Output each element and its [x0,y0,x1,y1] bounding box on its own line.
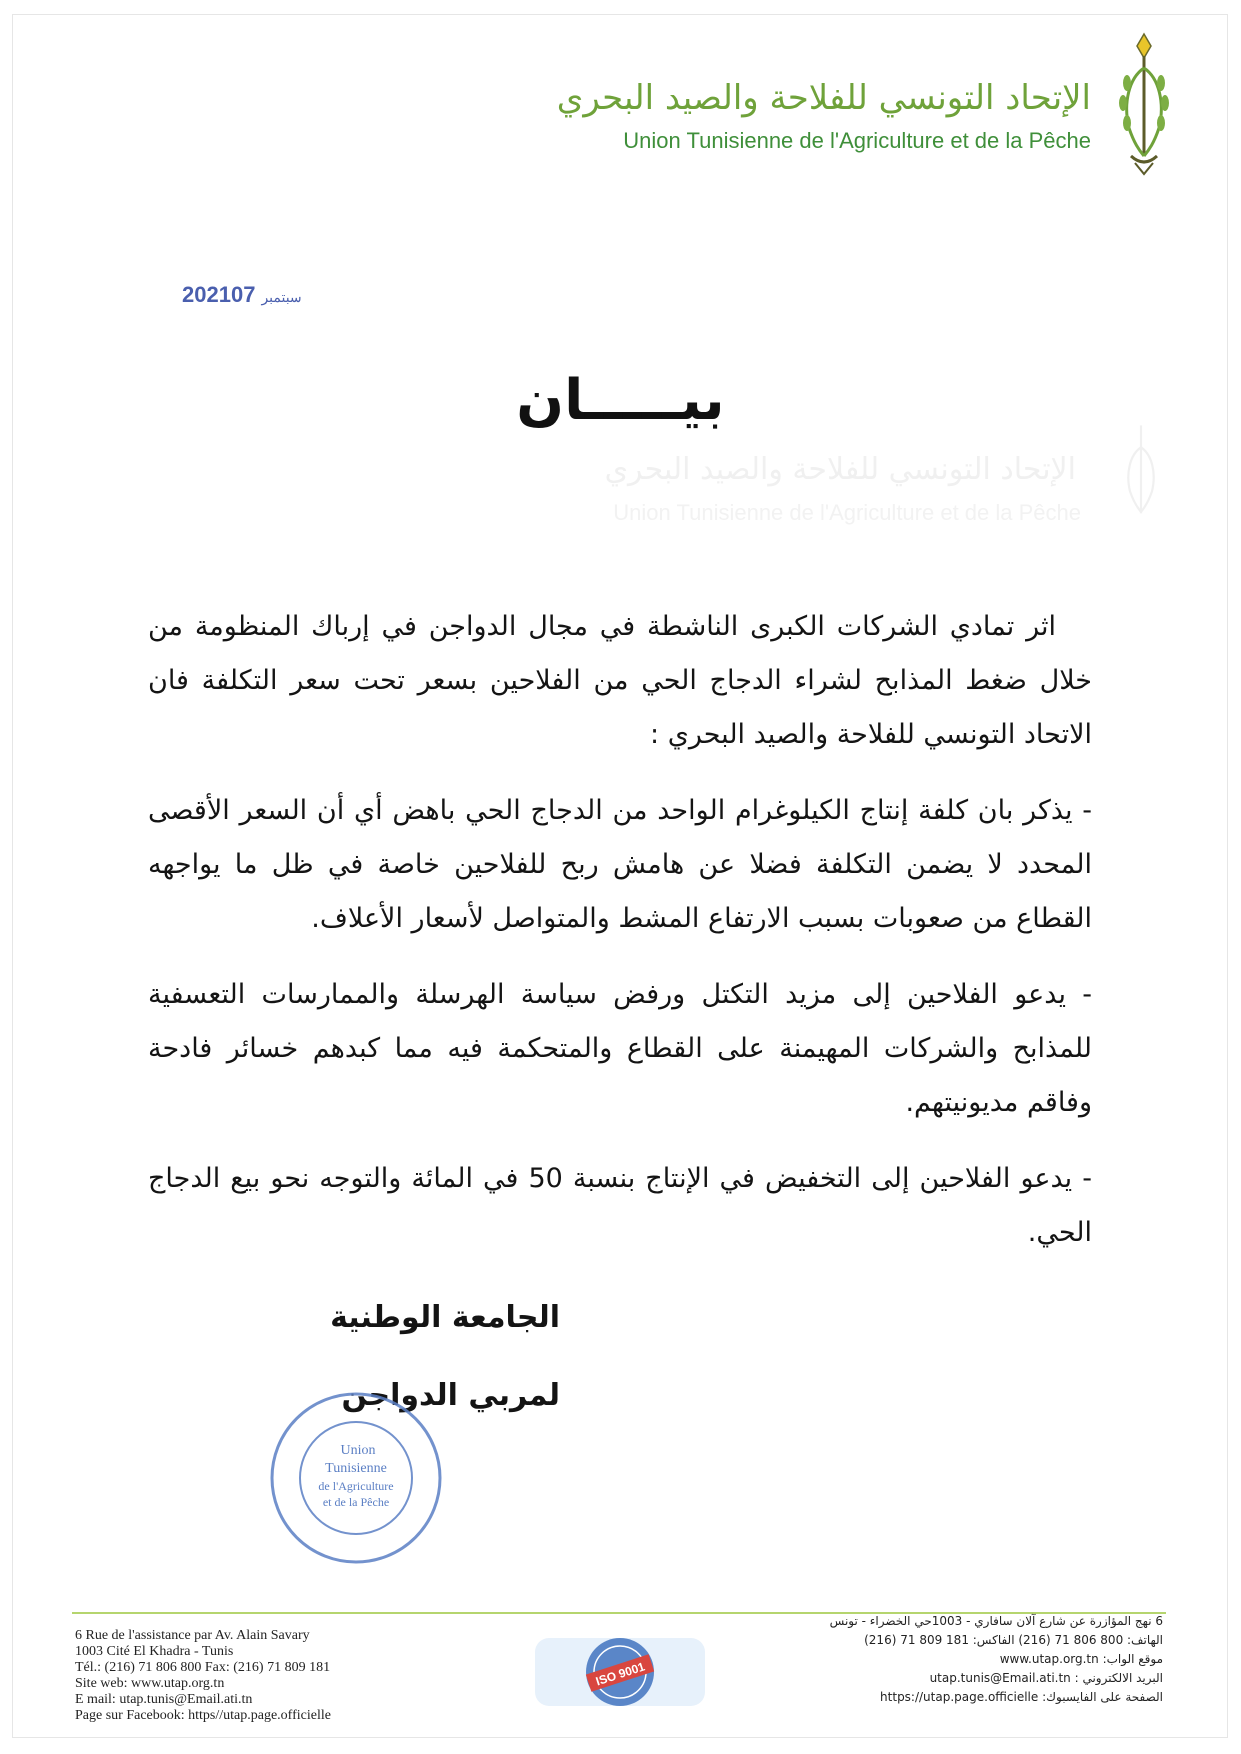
statement-body [148,600,1092,1282]
signature-line-1: الجامعة الوطنية [330,1300,560,1335]
org-name-french: Union Tunisienne de l'Agriculture et de la Pêche [623,128,1091,153]
date-year: 2021 [182,282,231,307]
footer-address-arabic [763,1612,1163,1707]
footer-right-line: 6 نهج المؤازرة عن شارع آلان سافاري - 1003حي الخضراء - تونس [829,1614,1163,1628]
footer-right-line: الهاتف: 800 806 71 (216) الفاكس: 181 809 71 (216) [864,1633,1163,1647]
footer-right-line: الصفحة على الفايسبوك: https://utap.page.officielle [880,1690,1163,1704]
footer-left-line: Site web: www.utap.org.tn [75,1676,225,1691]
date-stamp [182,282,308,308]
footer-left-line: Tél.: (216) 71 806 800 Fax: (216) 71 809 181 [75,1660,331,1675]
footer-left-line: Page sur Facebook: https//utap.page.officielle [75,1708,331,1723]
watermark-org-french: Union Tunisienne de l'Agriculture et de la Pêche [613,500,1081,525]
signature-line-2: لمربي الدواجن [341,1378,560,1413]
utap-logo-icon [1109,28,1179,178]
stamp-line-4: et de la Pêche [322,1495,390,1509]
point-3: - يدعو الفلاحين إلى التخفيض في الإنتاج بنسبة 50 في المائة والتوجه نحو بيع الدجاج الحي. [148,1163,1092,1248]
iso-certification-badge-icon [535,1632,705,1712]
document-title: بيـــــان [516,368,725,433]
org-name-arabic: الإتحاد التونسي للفلاحة والصيد البحري [556,78,1091,118]
stamp-line-3: de l'Agriculture [318,1479,394,1493]
intro-paragraph: اثر تمادي الشركات الكبرى الناشطة في مجال الدواجن في إرباك المنظومة من خلال ضغط المذابح لشراء الدجاج الحي من الفلاحين بسعر تحت سعر التكلفة فان الاتحاد التونسي للفلاحة والصيد البحري : [148,611,1092,750]
footer-address-french [75,1628,435,1724]
point-1: - يذكر بان كلفة إنتاج الكيلوغرام الواحد من الدجاج الحي باهض أي أن السعر الأقصى المحدد لا يضمن التكلفة فضلا عن هامش ربح للفلاحين خاصة في ظل ما يواجهه القطاع من صعوبات بسبب الارتفاع المشط والمتواصل لأسعار الأعلاف. [148,795,1092,934]
watermark-logo-icon [1111,418,1171,528]
footer-left-line: E mail: utap.tunis@Email.ati.tn [75,1692,253,1707]
official-round-stamp [266,1388,446,1568]
date-month: سبتمبر [261,289,302,305]
footer-right-line: البريد الالكتروني : utap.tunis@Email.ati.tn [929,1671,1163,1685]
footer-left-line: 6 Rue de l'assistance par Av. Alain Savary [75,1628,310,1643]
watermark-org-arabic: الإتحاد التونسي للفلاحة والصيد البحري [604,452,1076,487]
stamp-line-1: Union [340,1443,376,1458]
point-2: - يدعو الفلاحين إلى مزيد التكتل ورفض سياسة الهرسلة والممارسات التعسفية للمذابح والشركات المهيمنة على القطاع والمتحكمة فيه مما كبدهم خسائر فادحة وفاقم مديونيتهم. [148,979,1092,1118]
iso-label: ISO 9001 [594,1659,647,1689]
stamp-line-2: Tunisienne [325,1461,387,1476]
footer-right-line: موقع الواب: www.utap.org.tn [999,1652,1163,1666]
footer-left-line: 1003 Cité El Khadra - Tunis [75,1644,234,1659]
date-day: 07 [230,282,256,307]
